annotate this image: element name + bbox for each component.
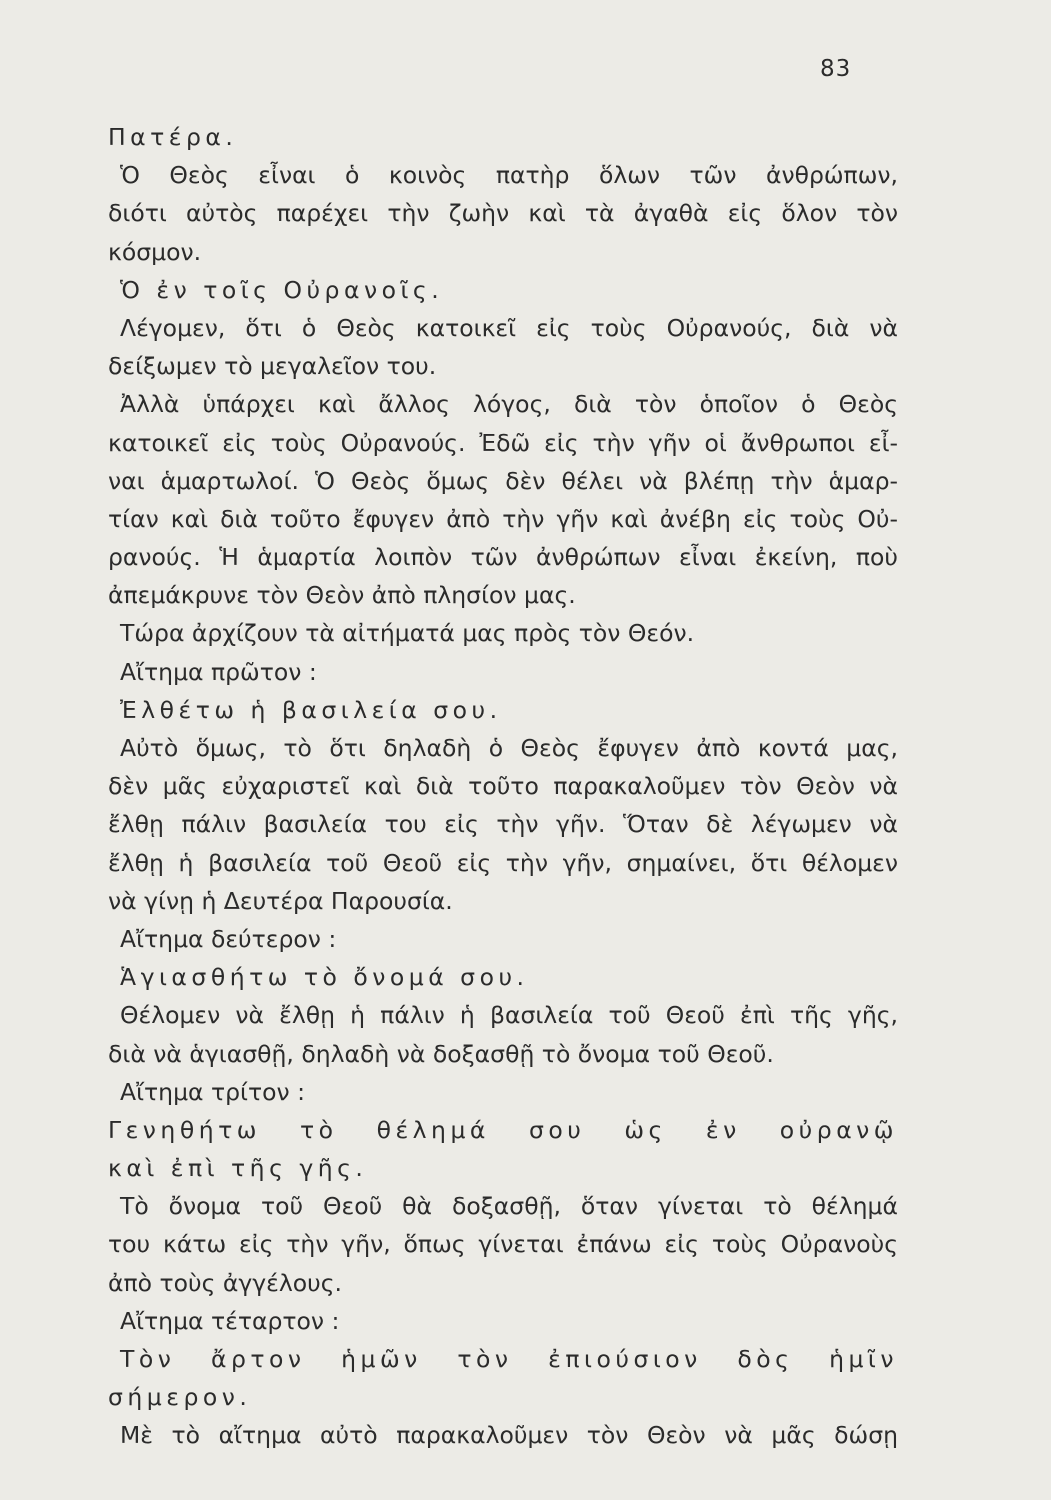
text-line: Αἴτημα πρῶτον : — [120, 657, 317, 686]
text-line: ἀπὸ τοὺς ἀγγέλους. — [108, 1268, 343, 1297]
text-line: Πατέρα. — [108, 123, 238, 151]
text-line: του κάτω εἰς τὴν γῆν, ὅπως γίνεται ἐπάνω εἰς τοὺς Οὐρανοὺς — [108, 1230, 898, 1259]
text-line: Ὁ ἐν τοῖς Οὐρανοῖς. — [120, 275, 444, 304]
text-line: ναι ἁμαρτωλοί. Ὁ Θεὸς ὅμως δὲν θέλει νὰ βλέπῃ τὴν ἁμαρ- — [108, 466, 898, 495]
text-line: σήμερον. — [108, 1383, 252, 1412]
page-number: 83 — [820, 56, 852, 82]
text-line: Ἐλθέτω ἡ βασιλεία σου. — [120, 695, 502, 724]
text-line: νὰ γίνῃ ἡ Δευτέρα Παρουσία. — [108, 886, 453, 915]
text-line: καὶ ἐπὶ τῆς γῆς. — [108, 1154, 368, 1183]
text-line: κατοικεῖ εἰς τοὺς Οὐρανούς. Ἐδῶ εἰς τὴν γῆν οἱ ἄνθρωποι εἶ- — [108, 428, 898, 457]
text-line: διὰ νὰ ἁγιασθῇ, δηλαδὴ νὰ δοξασθῇ τὸ ὄνομα τοῦ Θεοῦ. — [108, 1039, 774, 1068]
text-line: Ἀλλὰ ὑπάρχει καὶ ἄλλος λόγος, διὰ τὸν ὁποῖον ὁ Θεὸς — [120, 390, 898, 419]
text-line: Ὁ Θεὸς εἶναι ὁ κοινὸς πατὴρ ὅλων τῶν ἀνθρώπων, — [120, 161, 898, 190]
text-line: ἀπεμάκρυνε τὸν Θεὸν ἀπὸ πλησίον μας. — [108, 581, 576, 610]
text-line: ἔλθῃ πάλιν βασιλεία του εἰς τὴν γῆν. Ὅταν δὲ λέγωμεν νὰ — [108, 810, 898, 839]
text-line: κόσμον. — [108, 237, 202, 266]
text-line: Αἴτημα τρίτον : — [120, 1077, 306, 1106]
text-line: Γενηθήτω τὸ θέλημά σου ὡς ἐν οὐρανῷ — [108, 1115, 898, 1144]
text-line: Ἁγιασθήτω τὸ ὄνομά σου. — [120, 963, 529, 992]
text-line: ρανούς. Ἡ ἁμαρτία λοιπὸν τῶν ἀνθρώπων εἶναι ἐκείνη, ποὺ — [108, 543, 898, 572]
text-line: δείξωμεν τὸ μεγαλεῖον του. — [108, 352, 437, 381]
text-line: Τὸ ὄνομα τοῦ Θεοῦ θὰ δοξασθῇ, ὅταν γίνεται τὸ θέλημά — [120, 1192, 898, 1221]
text-line: Τὸν ἄρτον ἡμῶν τὸν ἐπιούσιον δὸς ἡμῖν — [120, 1345, 898, 1373]
text-line: Τώρα ἀρχίζουν τὰ αἰτήματά μας πρὸς τὸν Θεόν. — [120, 619, 695, 648]
text-line: ἔλθῃ ἡ βασιλεία τοῦ Θεοῦ εἰς τὴν γῆν, σημαίνει, ὅτι θέλομεν — [108, 848, 898, 877]
body-text — [108, 118, 898, 1455]
text-line: Λέγομεν, ὅτι ὁ Θεὸς κατοικεῖ εἰς τοὺς Οὐρανούς, διὰ νὰ — [120, 313, 898, 342]
text-line: τίαν καὶ διὰ τοῦτο ἔφυγεν ἀπὸ τὴν γῆν καὶ ἀνέβη εἰς τοὺς Οὐ- — [108, 504, 898, 533]
text-line: διότι αὐτὸς παρέχει τὴν ζωὴν καὶ τὰ ἀγαθὰ εἰς ὅλον τὸν — [108, 199, 898, 228]
text-line: Θέλομεν νὰ ἔλθῃ ἡ πάλιν ἡ βασιλεία τοῦ Θεοῦ ἐπὶ τῆς γῆς, — [120, 1001, 898, 1030]
text-line: Αἴτημα δεύτερον : — [120, 924, 337, 953]
text-line: Μὲ τὸ αἴτημα αὐτὸ παρακαλοῦμεν τὸν Θεὸν νὰ μᾶς δώσῃ — [120, 1421, 898, 1450]
text-line: δὲν μᾶς εὐχαριστεῖ καὶ διὰ τοῦτο παρακαλοῦμεν τὸν Θεὸν νὰ — [108, 772, 898, 801]
text-line: Αἴτημα τέταρτον : — [120, 1306, 340, 1335]
text-line: Αὐτὸ ὅμως, τὸ ὅτι δηλαδὴ ὁ Θεὸς ἔφυγεν ἀπὸ κοντά μας, — [120, 734, 898, 762]
